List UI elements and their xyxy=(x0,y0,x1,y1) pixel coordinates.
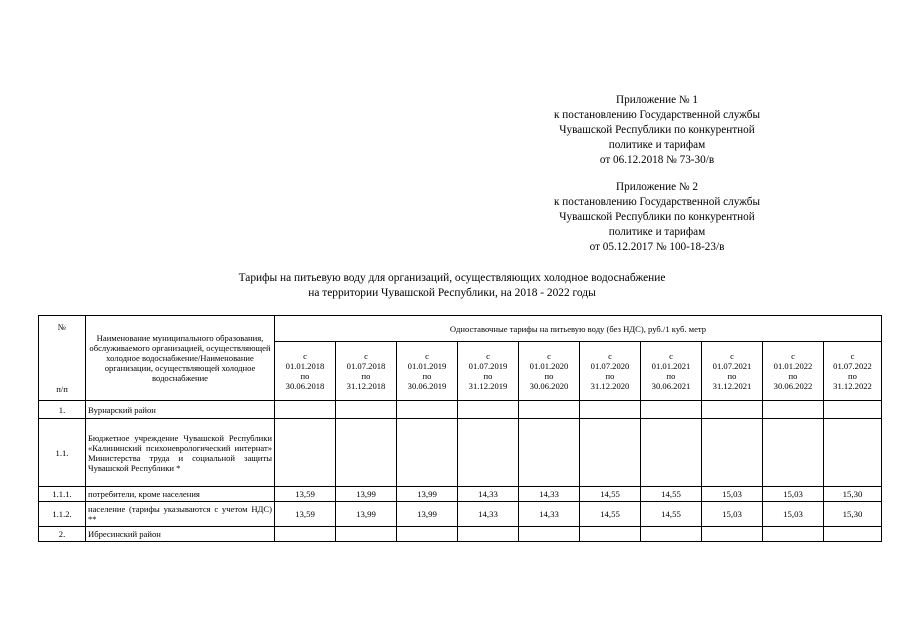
period-line: 30.06.2022 xyxy=(773,381,813,392)
appendix-2-header xyxy=(520,180,794,255)
tariff-value: 14,33 xyxy=(458,502,519,527)
tariff-value: 14,33 xyxy=(519,487,580,502)
tariff-value xyxy=(336,527,397,542)
period-header xyxy=(702,342,763,401)
period-header xyxy=(763,342,824,401)
tariff-value xyxy=(702,419,763,487)
period-line: по xyxy=(666,371,676,382)
period-line: 01.07.2019 xyxy=(468,361,508,372)
tariff-value xyxy=(458,527,519,542)
tariff-value xyxy=(641,419,702,487)
tariff-value: 13,99 xyxy=(336,502,397,527)
document-title xyxy=(0,271,904,301)
appendix-2-line: к постановлению Государственной службы xyxy=(554,196,760,208)
table-row xyxy=(39,401,882,419)
row-name: Бюджетное учреждение Чувашской Республики «Калининский психоневрологический интернат» Министерства труда и социальной защиты Чувашской Республики * xyxy=(86,419,275,487)
tariff-value: 15,30 xyxy=(824,502,882,527)
tariff-value: 14,55 xyxy=(641,502,702,527)
tariff-value: 14,55 xyxy=(580,487,641,502)
appendix-2-line: Чувашской Республики по конкурентной xyxy=(559,211,755,223)
period-line: 01.01.2020 xyxy=(529,361,569,372)
tariff-value xyxy=(458,401,519,419)
row-number: 1.1.1. xyxy=(39,487,86,502)
tariff-value: 14,55 xyxy=(641,487,702,502)
period-line: с xyxy=(608,351,612,362)
tariff-value xyxy=(580,419,641,487)
appendix-1-header xyxy=(520,93,794,168)
period-line: по xyxy=(788,371,798,382)
tariff-value xyxy=(641,401,702,419)
period-header xyxy=(519,342,580,401)
period-line: 01.07.2021 xyxy=(712,361,752,372)
number-sign: № xyxy=(57,322,67,332)
period-line: 31.12.2021 xyxy=(712,381,752,392)
tariff-value xyxy=(641,527,702,542)
tariff-value xyxy=(824,401,882,419)
tariff-group-header: Одноставочные тарифы на питьевую воду (без НДС), руб./1 куб. метр xyxy=(275,316,882,342)
period-line: с xyxy=(486,351,490,362)
row-name: Ибресинский район xyxy=(86,527,275,542)
period-line: 01.07.2020 xyxy=(590,361,630,372)
period-line: по xyxy=(848,371,857,382)
period-line: 01.01.2019 xyxy=(407,361,447,372)
number-column-header xyxy=(39,316,86,401)
tariff-value xyxy=(824,419,882,487)
tariff-value xyxy=(519,401,580,419)
tariff-value: 15,03 xyxy=(702,487,763,502)
tariff-value xyxy=(702,527,763,542)
period-line: 30.06.2018 xyxy=(285,381,325,392)
tariff-value: 13,99 xyxy=(336,487,397,502)
period-line: с xyxy=(547,351,551,362)
period-line: с xyxy=(669,351,673,362)
period-line: 30.06.2021 xyxy=(651,381,691,392)
tariff-value: 13,99 xyxy=(397,487,458,502)
tariff-value xyxy=(275,401,336,419)
tariff-value xyxy=(397,419,458,487)
tariff-value: 14,55 xyxy=(580,502,641,527)
period-line: по xyxy=(361,371,371,382)
tariff-value xyxy=(397,401,458,419)
period-line: по xyxy=(483,371,493,382)
tariff-value xyxy=(763,527,824,542)
row-number: 1.1. xyxy=(39,419,86,487)
tariff-value: 13,59 xyxy=(275,502,336,527)
tariff-value xyxy=(458,419,519,487)
period-line: 01.01.2022 xyxy=(773,361,813,372)
appendix-2-line: Приложение № 2 xyxy=(616,181,698,193)
appendix-1-line: политике и тарифам xyxy=(608,139,706,151)
period-line: 31.12.2022 xyxy=(833,381,872,392)
tariff-value xyxy=(702,401,763,419)
tariff-value xyxy=(336,419,397,487)
tariff-value: 15,03 xyxy=(702,502,763,527)
tariff-value xyxy=(580,401,641,419)
period-header xyxy=(824,342,882,401)
period-header xyxy=(458,342,519,401)
period-line: с xyxy=(425,351,429,362)
row-number: 2. xyxy=(39,527,86,542)
table-row xyxy=(39,419,882,487)
tariff-value xyxy=(824,527,882,542)
period-line: по xyxy=(544,371,554,382)
tariff-value: 13,59 xyxy=(275,487,336,502)
tariff-table xyxy=(38,315,882,542)
period-line: 31.12.2018 xyxy=(346,381,386,392)
tariff-value xyxy=(519,527,580,542)
appendix-1-line: Приложение № 1 xyxy=(616,94,698,106)
row-name: потребители, кроме населения xyxy=(86,487,275,502)
period-line: по xyxy=(605,371,615,382)
table-row xyxy=(39,502,882,527)
period-line: по xyxy=(727,371,737,382)
appendix-1-line: к постановлению Государственной службы xyxy=(554,109,760,121)
tariff-value xyxy=(275,527,336,542)
tariff-value xyxy=(580,527,641,542)
tariff-value xyxy=(519,419,580,487)
row-number: 1.1.2. xyxy=(39,502,86,527)
period-header xyxy=(641,342,702,401)
period-line: с xyxy=(730,351,734,362)
tariff-value xyxy=(397,527,458,542)
row-number: 1. xyxy=(39,401,86,419)
document-title-line-1: Тарифы на питьевую воду для организаций, осуществляющих холодное водоснабжение xyxy=(238,272,666,284)
period-line: по xyxy=(422,371,432,382)
tariff-value xyxy=(336,401,397,419)
tariff-value: 14,33 xyxy=(519,502,580,527)
period-line: с xyxy=(364,351,368,362)
tariff-value: 15,03 xyxy=(763,487,824,502)
tariff-value xyxy=(763,419,824,487)
tariff-value xyxy=(275,419,336,487)
period-line: с xyxy=(303,351,307,362)
period-line: 31.12.2020 xyxy=(590,381,630,392)
period-header xyxy=(336,342,397,401)
period-header xyxy=(275,342,336,401)
period-line: с xyxy=(850,351,855,362)
document-title-line-2: на территории Чувашской Республики, на 2018 - 2022 годы xyxy=(308,287,596,299)
period-line: 30.06.2019 xyxy=(407,381,447,392)
period-line: 01.01.2018 xyxy=(285,361,325,372)
row-name: население (тарифы указываются с учетом НДС) ** xyxy=(86,502,275,527)
tariff-value: 15,03 xyxy=(763,502,824,527)
table-row xyxy=(39,487,882,502)
tariff-value: 14,33 xyxy=(458,487,519,502)
row-name: Вурнарский район xyxy=(86,401,275,419)
table-row xyxy=(39,527,882,542)
name-column-header: Наименование муниципального образования, обслуживаемого организацией, осуществляющей холодное водоснабжение/Наименование организации, осуществляющей холодное водоснабжение xyxy=(86,316,275,401)
appendix-2-line: политике и тарифам xyxy=(608,226,706,238)
period-header xyxy=(580,342,641,401)
tariff-value: 13,99 xyxy=(397,502,458,527)
period-header xyxy=(397,342,458,401)
period-line: 01.07.2018 xyxy=(346,361,386,372)
pp-label: п/п xyxy=(56,384,68,394)
period-line: 31.12.2019 xyxy=(468,381,508,392)
appendix-1-line: от 06.12.2018 № 73-30/в xyxy=(599,154,715,166)
period-line: 30.06.2020 xyxy=(529,381,569,392)
table-header-row xyxy=(39,316,882,342)
period-line: 01.01.2021 xyxy=(651,361,691,372)
appendix-2-line: от 05.12.2017 № 100-18-23/в xyxy=(589,241,725,253)
appendix-1-line: Чувашской Республики по конкурентной xyxy=(559,124,755,136)
period-line: с xyxy=(791,351,795,362)
period-line: 01.07.2022 xyxy=(833,361,872,372)
tariff-value: 15,30 xyxy=(824,487,882,502)
tariff-value xyxy=(763,401,824,419)
period-line: по xyxy=(300,371,310,382)
